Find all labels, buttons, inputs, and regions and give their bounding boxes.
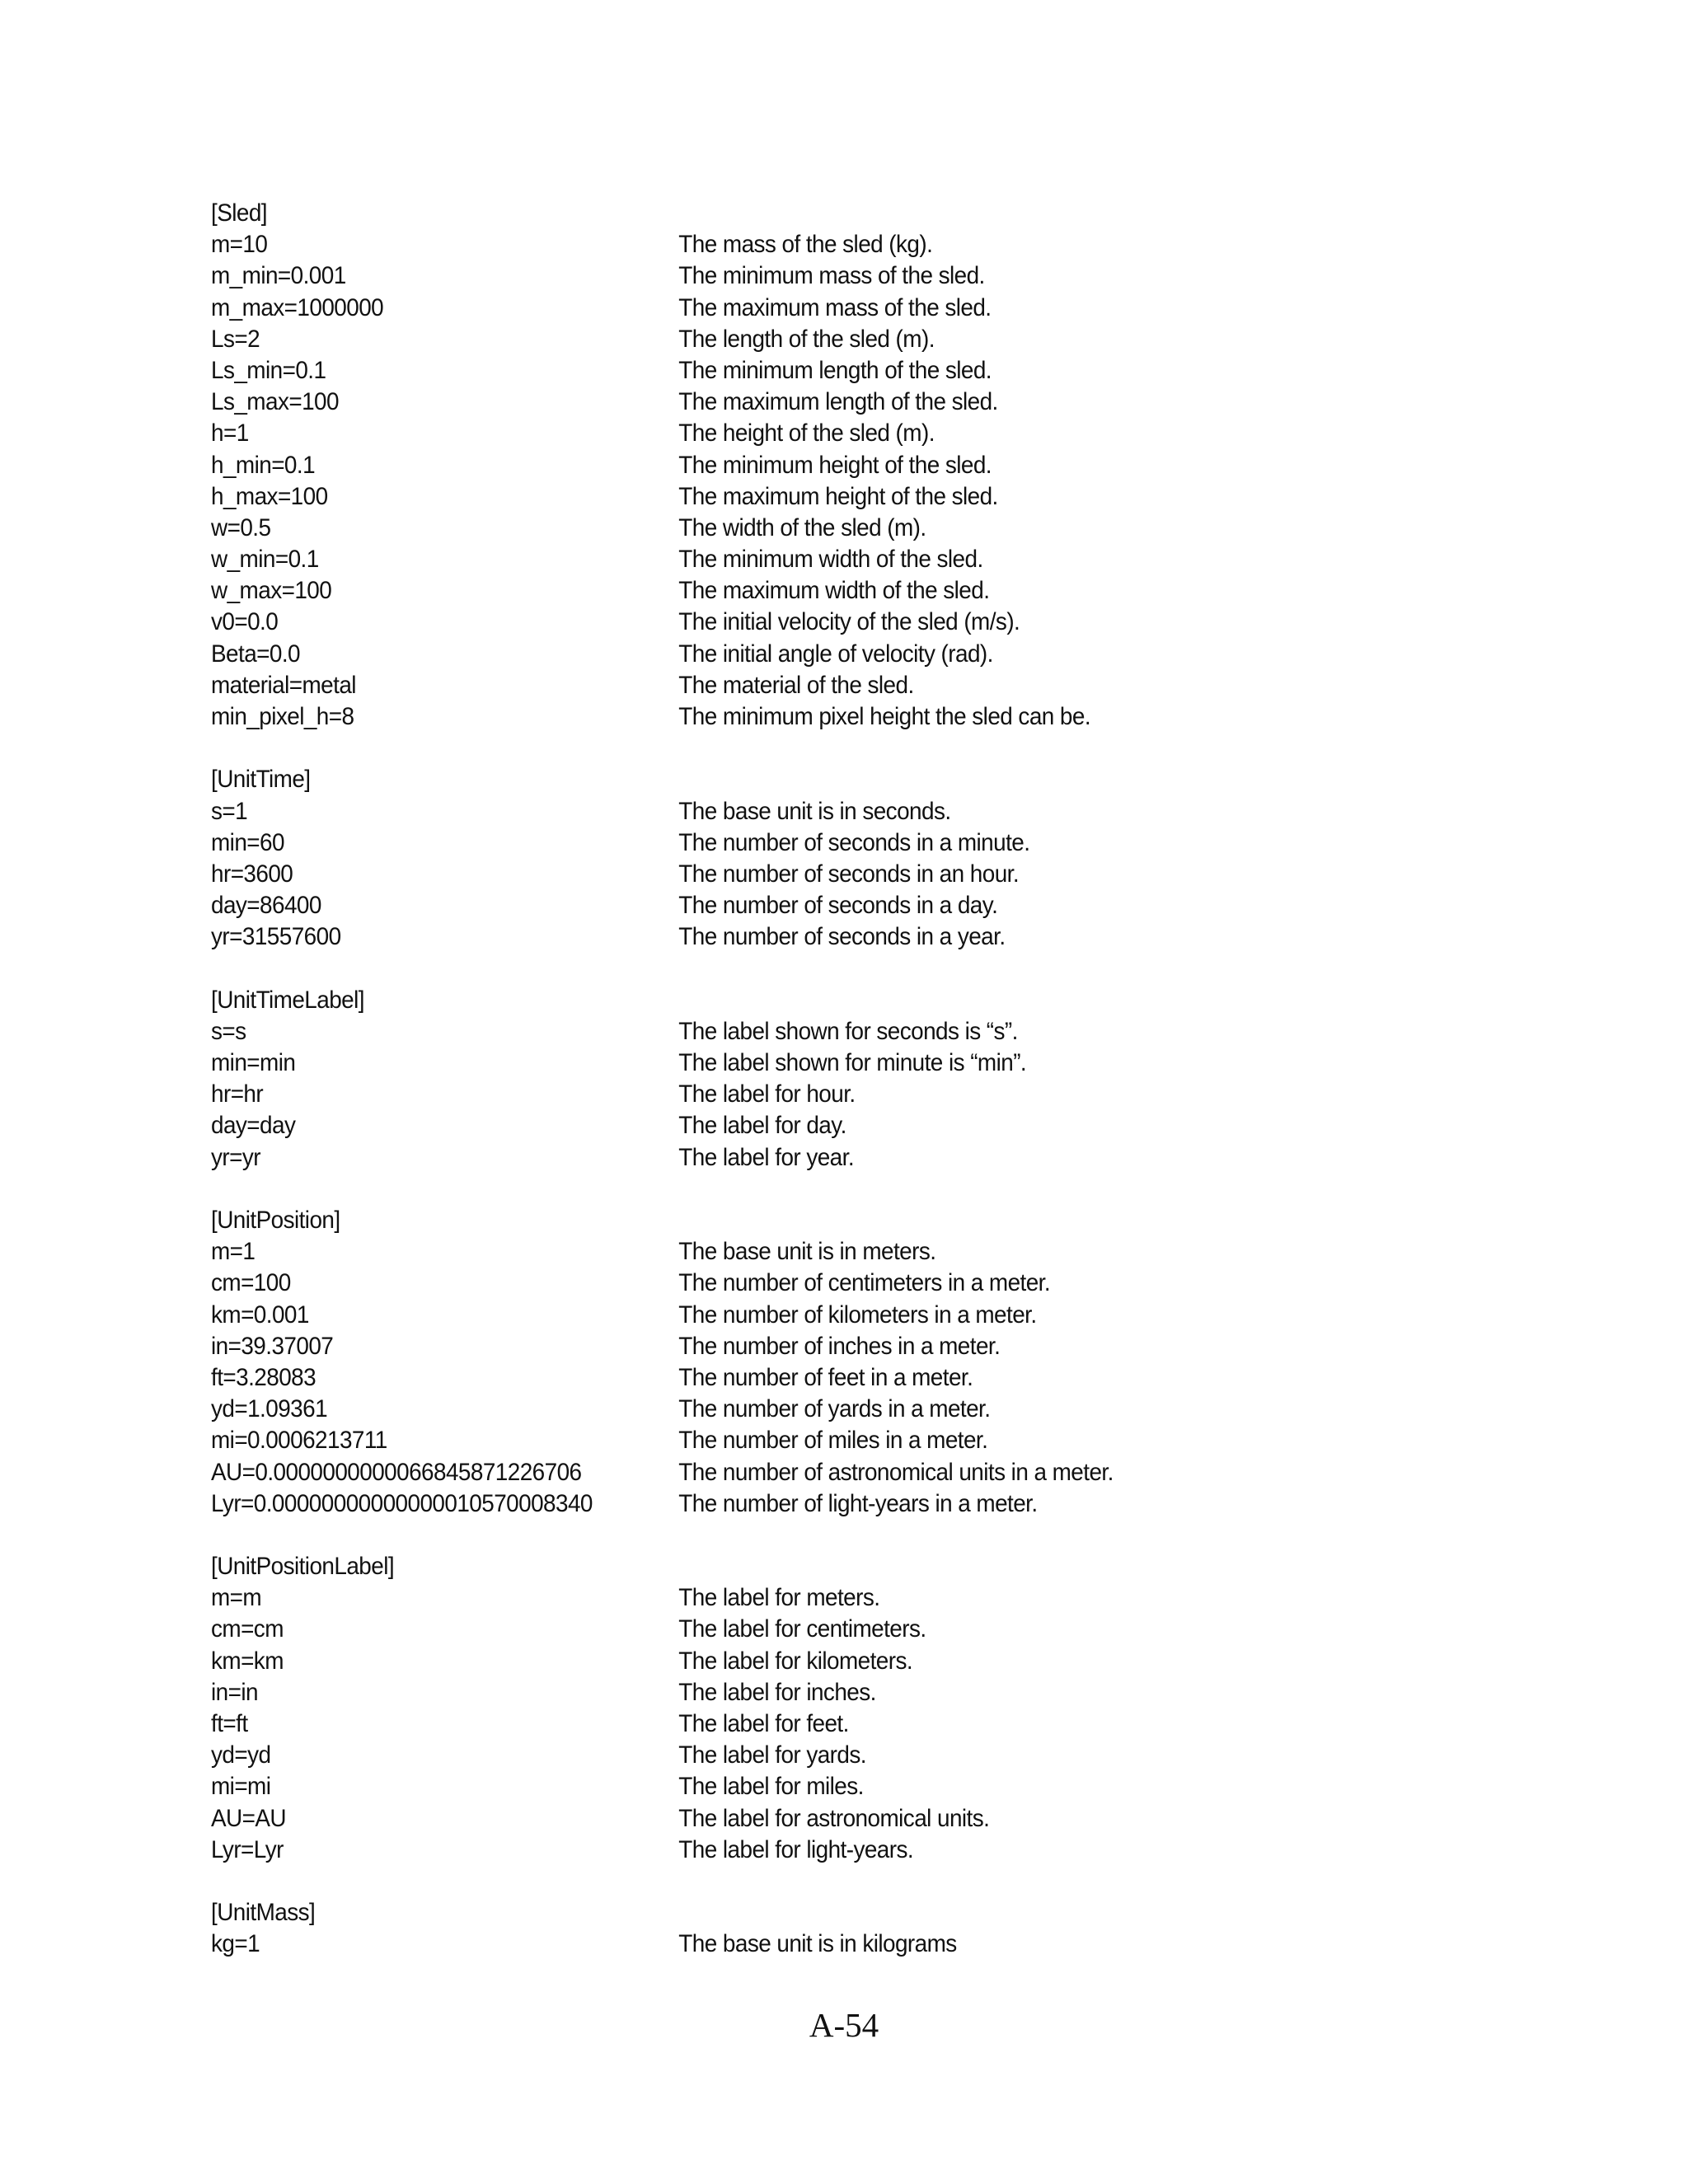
config-description: The maximum height of the sled. (678, 482, 998, 510)
config-description: The number of astronomical units in a meter. (678, 1458, 1114, 1486)
config-row (211, 1331, 1437, 1362)
config-row (211, 450, 1437, 481)
section-header: [UnitTimeLabel] (211, 986, 364, 1014)
config-description: The minimum pixel height the sled can be. (678, 703, 1091, 730)
config-row (211, 1457, 1437, 1488)
config-description: The number of seconds in a day. (678, 892, 998, 920)
config-description: The number of feet in a meter. (678, 1363, 973, 1391)
config-description: The label for yards. (678, 1741, 866, 1769)
config-key: km=km (211, 1647, 284, 1675)
config-row (211, 921, 1437, 953)
config-row (211, 260, 1437, 292)
config-section (211, 198, 1437, 733)
config-key: cm=cm (211, 1615, 284, 1643)
config-description: The number of miles in a meter. (678, 1427, 988, 1455)
section-header: [UnitMass] (211, 1899, 316, 1927)
section-header-row (211, 1897, 1437, 1929)
config-row (211, 1142, 1437, 1174)
config-description: The maximum mass of the sled. (678, 293, 992, 321)
config-row (211, 1016, 1437, 1047)
config-section (211, 1205, 1437, 1520)
config-key: hr=hr (211, 1080, 264, 1108)
config-key: day=day (211, 1112, 296, 1140)
config-row (211, 1708, 1437, 1740)
config-key: AU=AU (211, 1804, 287, 1832)
config-section (211, 764, 1437, 953)
config-description: The label for centimeters. (678, 1615, 926, 1643)
config-key: h=1 (211, 419, 249, 448)
config-key: m=1 (211, 1238, 256, 1266)
config-key: w_min=0.1 (211, 546, 319, 574)
config-description: The width of the sled (m). (678, 513, 926, 541)
config-description: The number of seconds in an hour. (678, 860, 1020, 888)
config-description: The maximum width of the sled. (678, 577, 990, 605)
config-row (211, 1362, 1437, 1394)
config-key: yr=yr (211, 1143, 260, 1171)
config-key: day=86400 (211, 892, 321, 920)
config-key: h_min=0.1 (211, 451, 316, 479)
config-description: The length of the sled (m). (678, 325, 935, 353)
config-key: s=s (211, 1017, 246, 1045)
config-description: The maximum length of the sled. (678, 388, 998, 416)
config-key: m=10 (211, 231, 268, 259)
config-listing (211, 198, 1437, 1961)
config-description: The label for kilometers. (678, 1647, 913, 1675)
config-key: mi=mi (211, 1773, 271, 1801)
config-row (211, 827, 1437, 859)
config-description: The minimum width of the sled. (678, 546, 983, 574)
config-description: The label for day. (678, 1112, 846, 1140)
config-description: The initial angle of velocity (rad). (678, 640, 993, 668)
config-row (211, 481, 1437, 513)
config-row (211, 1425, 1437, 1456)
config-row (211, 1394, 1437, 1425)
config-row (211, 1488, 1437, 1520)
config-key: Ls_min=0.1 (211, 356, 326, 384)
config-key: material=metal (211, 671, 356, 699)
config-key: Ls=2 (211, 325, 260, 353)
config-row (211, 544, 1437, 575)
config-key: Beta=0.0 (211, 640, 301, 668)
config-key: cm=100 (211, 1269, 291, 1297)
config-key: in=in (211, 1678, 258, 1706)
config-key: s=1 (211, 797, 248, 825)
config-description: The initial velocity of the sled (m/s). (678, 608, 1020, 636)
config-row (211, 387, 1437, 418)
config-description: The minimum height of the sled. (678, 451, 992, 479)
config-key: yd=1.09361 (211, 1395, 328, 1423)
config-row (211, 324, 1437, 355)
config-row (211, 1110, 1437, 1141)
config-row (211, 1929, 1437, 1960)
config-key: Ls_max=100 (211, 388, 339, 416)
config-key: yr=31557600 (211, 923, 341, 951)
config-description: The number of seconds in a year. (678, 923, 1006, 951)
section-header: [UnitTime] (211, 766, 311, 794)
config-description: The label for light-years. (678, 1835, 914, 1863)
config-description: The label shown for seconds is “s”. (678, 1017, 1018, 1045)
config-description: The number of yards in a meter. (678, 1395, 991, 1423)
config-description: The base unit is in kilograms (678, 1930, 957, 1958)
config-row (211, 1740, 1437, 1771)
config-row (211, 1646, 1437, 1677)
config-key: v0=0.0 (211, 608, 279, 636)
config-key: m_min=0.001 (211, 262, 346, 290)
config-row (211, 575, 1437, 607)
config-row (211, 1300, 1437, 1331)
section-header-row (211, 1205, 1437, 1236)
section-header: [UnitPositionLabel] (211, 1553, 395, 1581)
config-key: hr=3600 (211, 860, 293, 888)
section-header: [UnitPosition] (211, 1207, 340, 1234)
section-header-row (211, 198, 1437, 229)
config-description: The height of the sled (m). (678, 419, 935, 448)
config-key: min=60 (211, 828, 284, 856)
config-section (211, 1897, 1437, 1960)
config-description: The base unit is in seconds. (678, 797, 951, 825)
config-section (211, 985, 1437, 1174)
config-key: min=min (211, 1049, 296, 1077)
config-row (211, 859, 1437, 890)
config-row (211, 1268, 1437, 1299)
config-description: The minimum length of the sled. (678, 356, 992, 384)
config-description: The label for year. (678, 1143, 855, 1171)
config-key: m=m (211, 1584, 262, 1612)
config-row (211, 229, 1437, 260)
config-key: km=0.001 (211, 1301, 309, 1329)
config-section (211, 1551, 1437, 1866)
config-row (211, 1047, 1437, 1079)
config-row (211, 1677, 1437, 1708)
config-key: w=0.5 (211, 513, 271, 541)
config-key: m_max=1000000 (211, 293, 384, 321)
config-description: The label for hour. (678, 1080, 856, 1108)
config-description: The number of seconds in a minute. (678, 828, 1030, 856)
config-key: Lyr=0.00000000000000010570008340 (211, 1489, 593, 1517)
config-row (211, 607, 1437, 638)
config-description: The label for feet. (678, 1710, 849, 1737)
config-description: The label shown for minute is “min”. (678, 1049, 1027, 1077)
config-key: Lyr=Lyr (211, 1835, 284, 1863)
config-description: The number of inches in a meter. (678, 1332, 1001, 1360)
config-key: ft=3.28083 (211, 1363, 316, 1391)
config-row (211, 670, 1437, 701)
config-key: yd=yd (211, 1741, 271, 1769)
config-row (211, 1079, 1437, 1110)
config-description: The label for miles. (678, 1773, 864, 1801)
config-description: The number of kilometers in a meter. (678, 1301, 1037, 1329)
config-key: AU=0.0000000000066845871226706 (211, 1458, 582, 1486)
config-description: The minimum mass of the sled. (678, 262, 985, 290)
config-row (211, 355, 1437, 387)
config-row (211, 701, 1437, 733)
config-key: kg=1 (211, 1930, 260, 1958)
section-header-row (211, 764, 1437, 795)
config-key: mi=0.0006213711 (211, 1427, 387, 1455)
config-row (211, 1835, 1437, 1866)
section-header-row (211, 1551, 1437, 1582)
config-description: The label for inches. (678, 1678, 876, 1706)
section-header: [Sled] (211, 199, 268, 227)
config-row (211, 1582, 1437, 1614)
config-row (211, 1614, 1437, 1645)
config-description: The number of light-years in a meter. (678, 1489, 1038, 1517)
config-row (211, 1771, 1437, 1802)
config-row (211, 796, 1437, 827)
section-header-row (211, 985, 1437, 1016)
config-key: min_pixel_h=8 (211, 703, 354, 730)
config-description: The label for meters. (678, 1584, 880, 1612)
config-description: The material of the sled. (678, 671, 914, 699)
config-key: w_max=100 (211, 577, 332, 605)
page-number: A-54 (809, 2006, 879, 2044)
config-key: ft=ft (211, 1710, 248, 1737)
config-key: in=39.37007 (211, 1332, 334, 1360)
config-row (211, 890, 1437, 921)
config-row (211, 639, 1437, 670)
config-description: The base unit is in meters. (678, 1238, 936, 1266)
config-key: h_max=100 (211, 482, 328, 510)
config-row (211, 293, 1437, 324)
config-description: The number of centimeters in a meter. (678, 1269, 1051, 1297)
config-row (211, 513, 1437, 544)
config-row (211, 1803, 1437, 1835)
config-description: The mass of the sled (kg). (678, 231, 933, 259)
config-row (211, 1236, 1437, 1268)
config-description: The label for astronomical units. (678, 1804, 990, 1832)
config-row (211, 418, 1437, 449)
